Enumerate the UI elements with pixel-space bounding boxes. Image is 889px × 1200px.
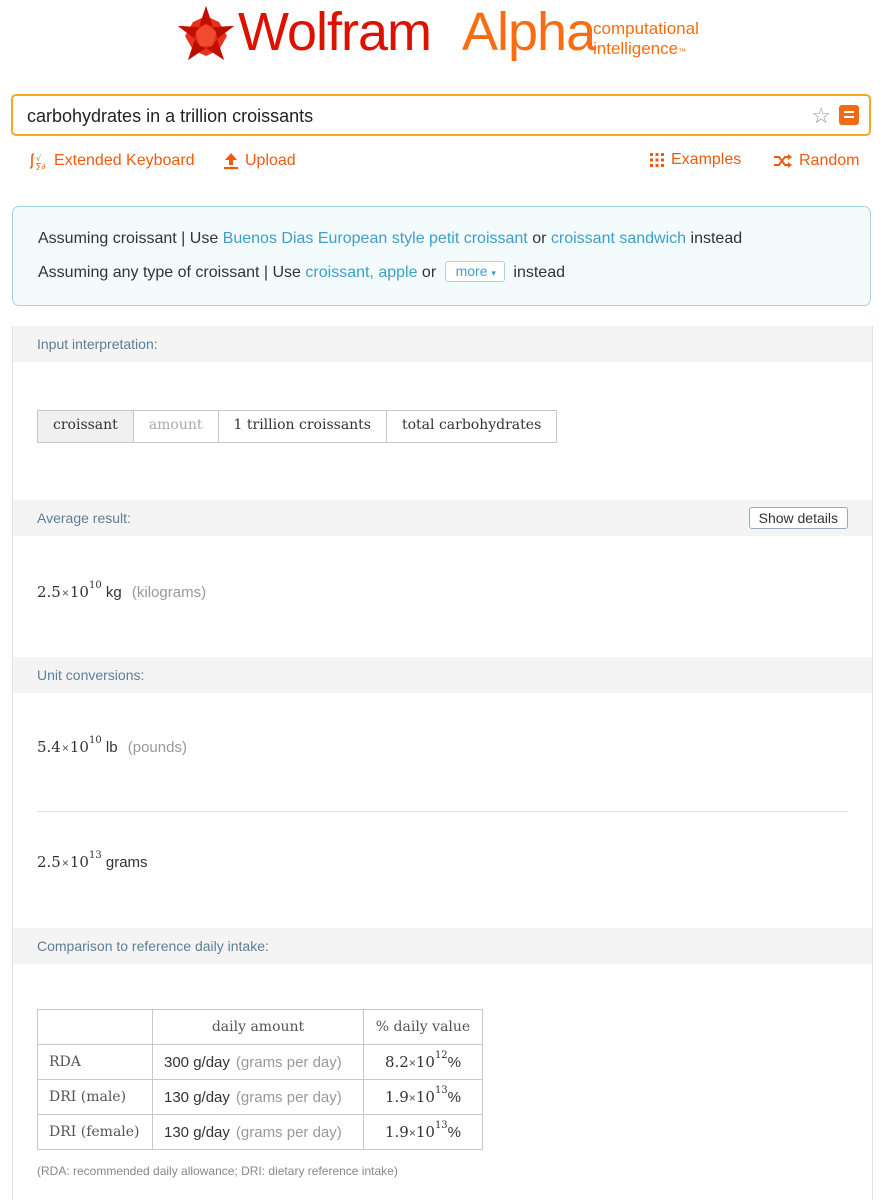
grams-exponent: 13: [88, 850, 102, 861]
pct-base: 10: [415, 1053, 435, 1071]
table-header-daily-amount: daily amount: [153, 1010, 364, 1045]
row-label: DRI (male): [38, 1080, 153, 1115]
pct-exponent: 13: [434, 1120, 448, 1131]
pct-mantissa: 1.9: [384, 1088, 409, 1106]
extended-keyboard-label: Extended Keyboard: [54, 152, 195, 169]
average-result-title: Average result:: [37, 510, 131, 526]
table-header-daily-value: % daily value: [364, 1010, 483, 1045]
grams-times: ×: [61, 856, 69, 870]
svg-text:√: √: [36, 154, 42, 163]
pct-exponent: 13: [434, 1085, 448, 1096]
daily-intake-header: [13, 928, 872, 964]
row-label: RDA: [38, 1045, 153, 1080]
table-header-empty: [38, 1010, 153, 1045]
row-label: DRI (female): [38, 1115, 153, 1150]
pct-sign: %: [447, 1054, 462, 1071]
results-area: [12, 326, 873, 1200]
upload-label: Upload: [245, 152, 296, 169]
examples-label: Examples: [671, 151, 742, 168]
amount-unit: (grams per day): [235, 1123, 342, 1141]
row-amount: [153, 1115, 364, 1150]
logo-tagline: [593, 19, 699, 62]
amount-unit: (grams per day): [235, 1053, 342, 1071]
assumption-1-use: Use: [189, 230, 219, 247]
row-amount: [153, 1045, 364, 1080]
assumption-option-croissant-apple-link[interactable]: croissant, apple: [305, 264, 418, 281]
assumption-option-petit-croissant-link[interactable]: Buenos Dias European style petit croissant: [222, 230, 528, 247]
show-details-button[interactable]: Show details: [749, 507, 848, 529]
input-interpretation-table: [37, 410, 557, 443]
pounds-base: 10: [69, 738, 89, 756]
assumption-2-separator: |: [263, 264, 269, 281]
result-times: ×: [61, 586, 69, 600]
star-icon[interactable]: ☆: [811, 103, 831, 128]
tagline-line-2: [593, 39, 699, 62]
amount-value: 130 g/day: [164, 1088, 230, 1106]
chevron-down-icon: ▾: [491, 268, 496, 278]
pct-exponent: 12: [434, 1050, 448, 1061]
pct-sign: %: [447, 1124, 462, 1141]
upload-icon: [223, 152, 239, 170]
table-row: [38, 1080, 483, 1115]
input-interpretation-title: Input interpretation:: [37, 336, 158, 352]
interp-cell-quantity: 1 trillion croissants: [219, 411, 387, 442]
svg-text:∑∂: ∑∂: [36, 162, 46, 170]
equals-icon[interactable]: [839, 105, 859, 125]
interp-cell-amount: amount: [134, 411, 219, 442]
amount-value: 300 g/day: [164, 1053, 230, 1071]
assumption-1-prefix: Assuming croissant: [38, 230, 177, 247]
average-result-header: [13, 500, 872, 536]
interp-cell-property: total carbohydrates: [402, 417, 542, 433]
pct-times: ×: [408, 1056, 416, 1070]
conversion-pounds: [37, 735, 187, 756]
result-unit: kg: [105, 584, 122, 601]
assumption-1-separator: |: [181, 230, 186, 247]
logo-alpha-text: Alpha: [462, 2, 596, 62]
amount-value: 130 g/day: [164, 1123, 230, 1141]
upload-button[interactable]: [223, 152, 296, 170]
row-percent: [364, 1045, 483, 1080]
row-amount: [153, 1080, 364, 1115]
assumption-2-suffix: instead: [513, 264, 565, 281]
examples-button[interactable]: [649, 151, 741, 169]
keyboard-icon: [30, 152, 48, 170]
tagline-line-1: computational: [593, 19, 699, 38]
grams-unit: grams: [105, 854, 148, 871]
more-dropdown[interactable]: [445, 261, 505, 282]
pounds-mantissa: 5.4: [37, 738, 61, 756]
tagline-trademark: ™: [678, 47, 687, 56]
assumption-option-croissant-sandwich-link[interactable]: croissant sandwich: [550, 230, 687, 247]
table-row: [38, 1045, 483, 1080]
pct-mantissa: 1.9: [384, 1123, 409, 1141]
result-base: 10: [69, 583, 89, 601]
pct-times: ×: [408, 1126, 416, 1140]
pounds-unit: lb: [105, 739, 118, 756]
logo-wolfram-text: Wolfram: [238, 2, 432, 62]
wolfram-spikey-icon: [175, 5, 237, 67]
extended-keyboard-button[interactable]: [30, 152, 195, 170]
random-button[interactable]: [773, 152, 859, 170]
conversion-grams: [37, 850, 148, 871]
pct-times: ×: [408, 1091, 416, 1105]
row-percent: [364, 1080, 483, 1115]
pct-base: 10: [415, 1123, 435, 1141]
pounds-unit-name: (pounds): [127, 739, 187, 756]
grams-base: 10: [69, 853, 89, 871]
input-interpretation-header: [13, 326, 872, 362]
amount-unit: (grams per day): [235, 1088, 342, 1106]
assumption-1-or: or: [532, 230, 547, 247]
pct-base: 10: [415, 1088, 435, 1106]
conversion-divider: [37, 811, 848, 812]
assumption-2-or: or: [421, 264, 437, 281]
pounds-times: ×: [61, 741, 69, 755]
assumption-2-prefix: Assuming any type of croissant: [38, 264, 260, 281]
pounds-exponent: 10: [88, 735, 102, 746]
assumption-2-use: Use: [272, 264, 301, 281]
assumption-line-2: [38, 262, 565, 283]
unit-conversions-title: Unit conversions:: [37, 667, 145, 683]
row-percent: [364, 1115, 483, 1150]
random-label: Random: [799, 152, 860, 169]
pct-sign: %: [447, 1089, 462, 1106]
more-label: more: [455, 263, 488, 279]
pct-mantissa: 8.2: [384, 1053, 409, 1071]
grid-icon: [649, 152, 665, 168]
assumptions-box: [12, 206, 871, 306]
interp-cell-croissant: croissant: [38, 411, 134, 442]
grams-mantissa: 2.5: [37, 853, 61, 871]
table-header-row: [38, 1010, 483, 1045]
assumption-line-1: [38, 230, 742, 248]
daily-intake-title: Comparison to reference daily intake:: [37, 938, 269, 954]
shuffle-icon: [773, 153, 793, 169]
tagline-line-2-text: intelligence: [593, 39, 679, 58]
result-exponent: 10: [88, 580, 102, 591]
search-box[interactable]: [11, 94, 871, 136]
result-unit-name: (kilograms): [131, 584, 207, 601]
table-row: [38, 1115, 483, 1150]
assumption-1-suffix: instead: [690, 230, 743, 247]
result-mantissa: 2.5: [37, 583, 61, 601]
unit-conversions-header: [13, 657, 872, 693]
average-result-value: [37, 580, 207, 601]
daily-intake-footnote: (RDA: recommended daily allowance; DRI: dietary reference intake): [37, 1164, 398, 1178]
daily-intake-table: [37, 1009, 483, 1150]
search-input[interactable]: carbohydrates in a trillion croissants: [27, 106, 314, 126]
wolfram-alpha-logo[interactable]: [175, 2, 735, 67]
